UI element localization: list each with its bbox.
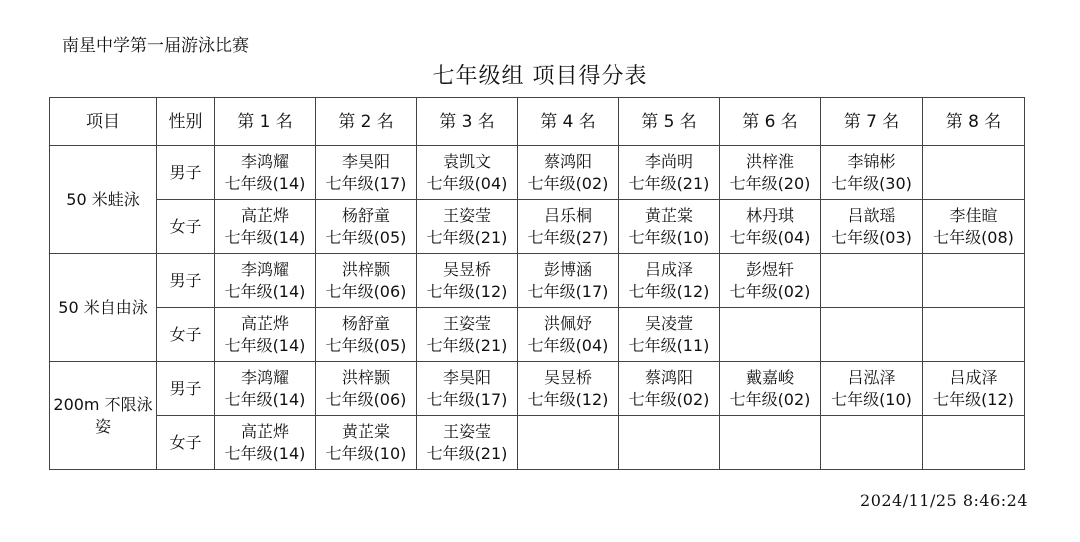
result-cell [923,146,1025,200]
event-name-cell: 50 米蛙泳 [50,146,157,254]
result-cell [619,416,720,470]
gender-cell: 女子 [157,416,215,470]
athlete-class: 七年级(12) [426,281,508,301]
result-cell [821,362,923,416]
result-cell [619,362,720,416]
result-cell [518,146,619,200]
athlete-class: 七年级(06) [325,281,407,301]
athlete-name: 吴昱桥 [543,367,592,387]
result-cell [518,362,619,416]
athlete-name: 李尚明 [644,151,693,171]
athlete-name: 黄芷棠 [341,421,390,441]
athlete-class: 七年级(04) [426,173,508,193]
column-header-gender: 性别 [157,98,215,146]
athlete-class: 七年级(02) [628,389,710,409]
athlete-class: 七年级(11) [628,335,710,355]
result-cell [923,200,1025,254]
result-cell [316,362,417,416]
result-cell [215,362,316,416]
athlete-class: 七年级(14) [224,227,306,247]
athlete-class: 七年级(03) [831,227,912,247]
event-name-cell: 200m 不限泳姿 [50,362,157,470]
column-header-event: 项目 [50,98,157,146]
athlete-name: 李鸿耀 [240,367,289,387]
result-cell [619,308,720,362]
gender-cell: 女子 [157,308,215,362]
athlete-name: 李昊阳 [341,151,390,171]
athlete-name: 洪梓淮 [745,151,794,171]
athlete-class: 七年级(04) [527,335,609,355]
result-cell [923,254,1025,308]
athlete-class: 七年级(14) [224,173,306,193]
result-cell [417,146,518,200]
athlete-class: 七年级(08) [933,227,1014,247]
athlete-class: 七年级(05) [325,335,407,355]
result-cell [518,254,619,308]
athlete-name: 洪梓颢 [341,367,390,387]
athlete-class: 七年级(04) [729,227,811,247]
athlete-name: 李佳暄 [949,205,998,225]
athlete-name: 高芷烨 [240,205,289,225]
athlete-class: 七年级(14) [224,389,306,409]
athlete-class: 七年级(20) [729,173,811,193]
athlete-class: 七年级(06) [325,389,407,409]
event-name-cell: 50 米自由泳 [50,254,157,362]
athlete-class: 七年级(30) [831,173,912,193]
athlete-class: 七年级(14) [224,281,306,301]
athlete-class: 七年级(10) [831,389,912,409]
column-header-place-2: 第 2 名 [316,98,417,146]
result-cell [619,146,720,200]
result-cell [316,254,417,308]
athlete-name: 吴凌萱 [644,313,693,333]
athlete-class: 七年级(17) [325,173,407,193]
result-cell [923,362,1025,416]
athlete-name: 洪梓颢 [341,259,390,279]
column-header-place-3: 第 3 名 [417,98,518,146]
athlete-name: 彭煜轩 [745,259,794,279]
athlete-name: 彭博涵 [543,259,592,279]
table-row [50,146,1025,200]
athlete-name: 李鸿耀 [240,151,289,171]
athlete-class: 七年级(14) [224,335,306,355]
result-cell [720,254,821,308]
result-cell [518,308,619,362]
athlete-class: 七年级(21) [426,227,508,247]
athlete-class: 七年级(21) [628,173,710,193]
athlete-name: 高芷烨 [240,421,289,441]
result-cell [518,416,619,470]
table-row [50,362,1025,416]
result-cell [720,200,821,254]
result-cell [215,308,316,362]
athlete-class: 七年级(12) [933,389,1014,409]
athlete-class: 七年级(27) [527,227,609,247]
result-cell [720,146,821,200]
athlete-name: 黄芷棠 [644,205,693,225]
athlete-name: 吕成泽 [644,259,693,279]
result-cell [619,200,720,254]
athlete-class: 七年级(02) [527,173,609,193]
athlete-name: 吕乐桐 [543,205,592,225]
result-cell [821,308,923,362]
column-header-place-4: 第 4 名 [518,98,619,146]
result-cell [821,416,923,470]
athlete-name: 王姿莹 [442,205,491,225]
school-title: 南星中学第一届游泳比赛 [62,36,249,56]
timestamp: 2024/11/25 8:46:24 [860,491,1028,510]
result-cell [316,416,417,470]
athlete-class: 七年级(12) [527,389,609,409]
athlete-name: 袁凯文 [442,151,491,171]
athlete-class: 七年级(10) [325,443,407,463]
athlete-name: 李鸿耀 [240,259,289,279]
result-cell [923,416,1025,470]
result-cell [316,146,417,200]
athlete-name: 林丹琪 [745,205,794,225]
score-table [49,97,1025,470]
result-cell [316,200,417,254]
athlete-class: 七年级(12) [628,281,710,301]
athlete-class: 七年级(21) [426,335,508,355]
result-cell [518,200,619,254]
athlete-class: 七年级(05) [325,227,407,247]
athlete-name: 王姿莹 [442,313,491,333]
result-cell [821,146,923,200]
result-cell [417,362,518,416]
column-header-place-7: 第 7 名 [821,98,923,146]
column-header-place-1: 第 1 名 [215,98,316,146]
athlete-name: 吴昱桥 [442,259,491,279]
athlete-name: 蔡鸿阳 [543,151,592,171]
result-cell [417,200,518,254]
result-cell [619,254,720,308]
athlete-class: 七年级(14) [224,443,306,463]
column-header-place-5: 第 5 名 [619,98,720,146]
result-cell [215,416,316,470]
result-cell [720,308,821,362]
gender-cell: 男子 [157,146,215,200]
gender-cell: 女子 [157,200,215,254]
result-cell [417,308,518,362]
gender-cell: 男子 [157,254,215,308]
result-cell [821,200,923,254]
table-row [50,416,1025,470]
result-cell [316,308,417,362]
result-cell [215,200,316,254]
athlete-class: 七年级(17) [527,281,609,301]
athlete-class: 七年级(21) [426,443,508,463]
athlete-class: 七年级(10) [628,227,710,247]
table-row [50,308,1025,362]
athlete-name: 蔡鸿阳 [644,367,693,387]
header-row [50,98,1025,146]
result-cell [417,416,518,470]
athlete-name: 李昊阳 [442,367,491,387]
athlete-name: 杨舒童 [341,313,390,333]
table-title: 七年级组 项目得分表 [432,64,648,89]
result-cell [417,254,518,308]
athlete-name: 洪佩妤 [543,313,592,333]
table-row [50,254,1025,308]
column-header-place-6: 第 6 名 [720,98,821,146]
athlete-class: 七年级(02) [729,389,811,409]
result-cell [923,308,1025,362]
result-cell [215,146,316,200]
athlete-name: 戴嘉峻 [745,367,794,387]
athlete-name: 王姿莹 [442,421,491,441]
column-header-place-8: 第 8 名 [923,98,1025,146]
athlete-name: 吕歆瑶 [847,205,896,225]
athlete-name: 吕成泽 [949,367,998,387]
gender-cell: 男子 [157,362,215,416]
athlete-class: 七年级(02) [729,281,811,301]
athlete-name: 李锦彬 [847,151,896,171]
athlete-class: 七年级(17) [426,389,508,409]
athlete-name: 杨舒童 [341,205,390,225]
result-cell [720,362,821,416]
result-cell [215,254,316,308]
athlete-name: 高芷烨 [240,313,289,333]
table-row [50,200,1025,254]
result-cell [720,416,821,470]
result-cell [821,254,923,308]
athlete-name: 吕泓泽 [847,367,896,387]
